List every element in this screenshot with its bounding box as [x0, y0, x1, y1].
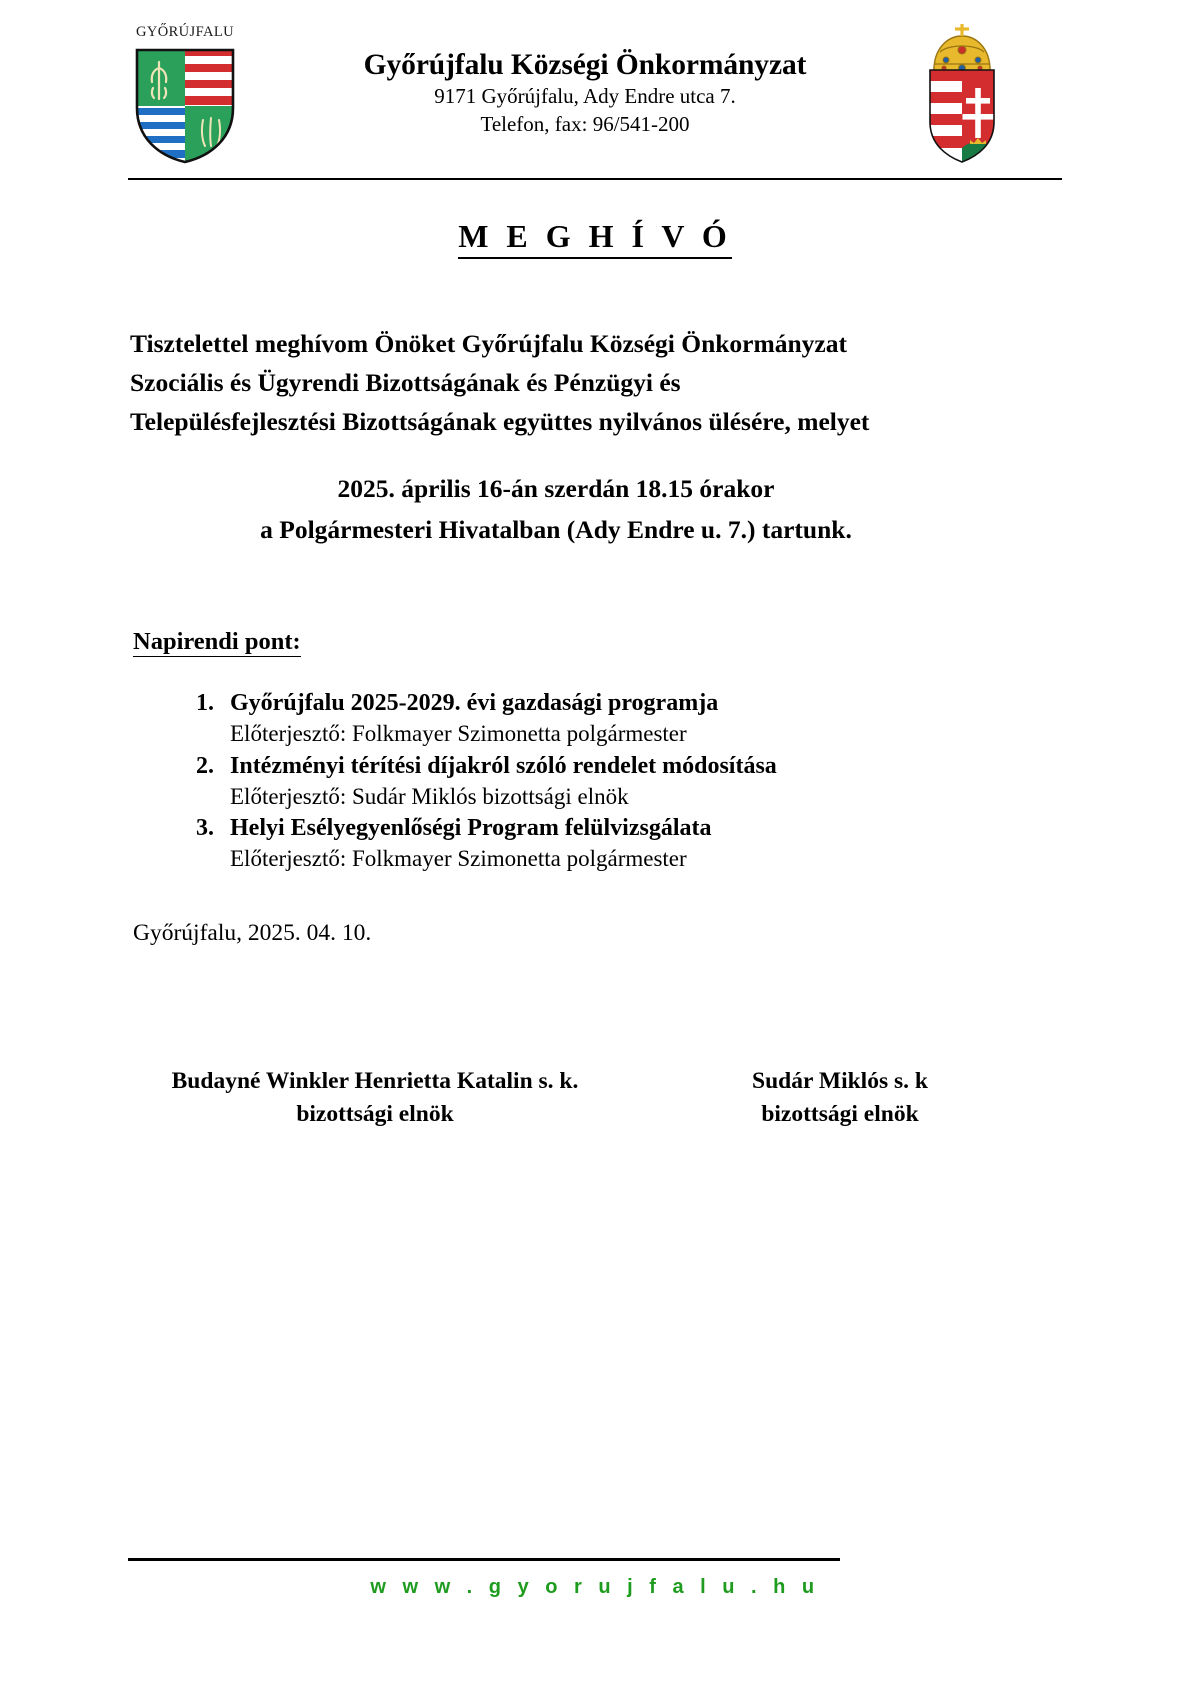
agenda-item [196, 813, 996, 875]
hungary-crest-icon [912, 22, 1012, 167]
agenda-list [196, 688, 996, 876]
agenda-item [196, 688, 996, 750]
signature-right-role: bizottsági elnök [761, 1101, 919, 1128]
agenda-item-title: Győrújfalu 2025-2029. évi gazdasági programja [230, 690, 719, 716]
agenda-item-number: 2. [196, 752, 214, 779]
place-and-date: Győrújfalu, 2025. 04. 10. [133, 920, 372, 946]
agenda-item-title: Intézményi térítési díjakról szóló rendelet módosítása [230, 752, 777, 779]
signature-left [130, 1065, 620, 1132]
agenda-item-presenter: Előterjesztő: Folkmayer Szimonetta polgármester [230, 721, 687, 747]
village-coat-of-arms [125, 24, 245, 164]
agenda-item-presenter: Előterjesztő: Folkmayer Szimonetta polgármester [230, 846, 687, 872]
agenda-item [196, 751, 996, 813]
footer-website-url[interactable]: w w w . g y o r u j f a l u . h u [370, 1576, 820, 1598]
agenda-item-title: Helyi Esélyegyenlőségi Program felülvizsgálata [230, 815, 712, 842]
organization-phone: Telefon, fax: 96/541-200 [480, 111, 690, 136]
signature-block [130, 1065, 1060, 1132]
invitation-line-2: Szociális és Ügyrendi Bizottságának és Pénzügyi és [130, 367, 681, 397]
footer-divider [128, 1558, 840, 1561]
signature-left-role: bizottsági elnök [296, 1101, 454, 1128]
document-title-text: M E G H Í V Ó [458, 218, 732, 259]
invitation-line-3: Településfejlesztési Bizottságának együttes nyilvános ülésére, melyet [130, 406, 870, 436]
agenda-item-row [196, 751, 996, 782]
header-divider [128, 178, 1062, 180]
agenda-item-row [196, 688, 996, 719]
agenda-item-row [196, 813, 996, 844]
village-crest-icon [133, 46, 237, 164]
organization-address: 9171 Győrújfalu, Ady Endre utca 7. [434, 83, 736, 108]
hungary-coat-of-arms [912, 22, 1012, 167]
agenda-item-number: 3. [196, 815, 214, 842]
invitation-line-1: Tisztelettel meghívom Önöket Győrújfalu Községi Önkormányzat [130, 329, 847, 358]
meeting-datetime: 2025. április 16-án szerdán 18.15 órakor [337, 474, 775, 503]
village-crest-caption: GYŐRÚJFALU [136, 24, 234, 40]
holy-crown-icon [934, 24, 990, 72]
signature-right-name: Sudár Miklós s. k [752, 1068, 928, 1094]
signature-left-name: Budayné Winkler Henrietta Katalin s. k. [171, 1068, 579, 1094]
organization-name: Győrújfalu Községi Önkormányzat [363, 49, 807, 81]
agenda-heading-text: Napirendi pont: [133, 628, 301, 655]
agenda-item-number: 1. [196, 690, 214, 716]
meeting-venue: a Polgármesteri Hivatalban (Ady Endre u. 7.) tartunk. [260, 515, 852, 545]
signature-right [620, 1065, 1060, 1132]
letterhead-text [255, 48, 915, 138]
agenda-heading [133, 628, 301, 656]
document-title [0, 218, 1190, 255]
invitation-paragraph [130, 325, 982, 441]
letterhead [0, 0, 1190, 175]
agenda-item-presenter: Előterjesztő: Sudár Miklós bizottsági elnök [230, 783, 629, 809]
meeting-details [130, 468, 982, 551]
